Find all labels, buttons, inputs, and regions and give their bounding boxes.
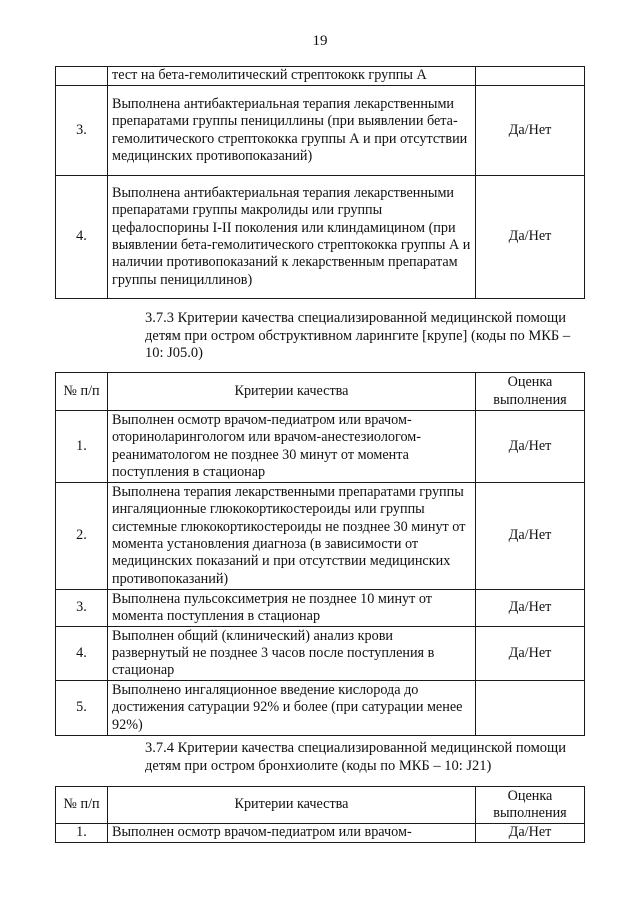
evaluation-value: Да/Нет bbox=[476, 176, 585, 299]
row-number: 4. bbox=[56, 627, 108, 681]
column-header-criterion: Критерии качества bbox=[108, 373, 476, 411]
row-number: 2. bbox=[56, 483, 108, 590]
section-heading-3-7-4: 3.7.4 Критерии качества специализированной медицинской помощи детям при остром бронхиолите (коды по МКБ – 10: J21) bbox=[145, 740, 566, 774]
criterion-text: Выполнена пульсоксиметрия не позднее 10 минут от момента поступления в стационар bbox=[108, 590, 476, 627]
criterion-text: тест на бета-гемолитический стрептококк группы А bbox=[108, 67, 476, 86]
table-row bbox=[56, 627, 585, 681]
table-row bbox=[56, 824, 585, 843]
criterion-text: Выполнен осмотр врачом-педиатром или врачом- bbox=[108, 824, 476, 843]
row-number bbox=[56, 67, 108, 86]
table-row bbox=[56, 483, 585, 590]
column-header-number: № п/п bbox=[56, 787, 108, 824]
table-row bbox=[56, 590, 585, 627]
criteria-table-3-7-4 bbox=[55, 786, 585, 843]
table-header-row bbox=[56, 787, 585, 824]
evaluation-value: Да/Нет bbox=[476, 824, 585, 843]
evaluation-value: Да/Нет bbox=[476, 411, 585, 483]
row-number: 4. bbox=[56, 176, 108, 299]
evaluation-value bbox=[476, 67, 585, 86]
section-heading-3-7-3: 3.7.3 Критерии качества специализированной медицинской помощи детям при остром обструктивном ларингите [крупе] (коды по МКБ – 10: J05.0) bbox=[145, 310, 571, 361]
table-row bbox=[56, 681, 585, 736]
criterion-text: Выполнен общий (клинический) анализ крови развернутый не позднее 3 часов после поступления в стационар bbox=[108, 627, 476, 681]
column-header-number: № п/п bbox=[56, 373, 108, 411]
criterion-text: Выполнена антибактериальная терапия лекарственными препаратами группы макролиды или группы цефалоспорины I-II поколения или клиндамицином (при выявлении бета-гемолитического стрептококка группы А и наличии противопоказаний к лекарственным препаратам группы пенициллинов) bbox=[108, 176, 476, 299]
evaluation-value: Да/Нет bbox=[476, 590, 585, 627]
column-header-evaluation: Оценка выполнения bbox=[476, 373, 585, 411]
table-header-row bbox=[56, 373, 585, 411]
criteria-table-continued bbox=[55, 66, 585, 299]
column-header-criterion: Критерии качества bbox=[108, 787, 476, 824]
evaluation-value: Да/Нет bbox=[476, 483, 585, 590]
table-row bbox=[56, 411, 585, 483]
evaluation-value bbox=[476, 681, 585, 736]
page-number: 19 bbox=[312, 33, 328, 49]
row-number: 3. bbox=[56, 86, 108, 176]
table-row bbox=[56, 67, 585, 86]
row-number: 1. bbox=[56, 411, 108, 483]
row-number: 1. bbox=[56, 824, 108, 843]
table-row bbox=[56, 176, 585, 299]
row-number: 3. bbox=[56, 590, 108, 627]
column-header-evaluation: Оценка выполнения bbox=[476, 787, 585, 824]
criteria-table-3-7-3 bbox=[55, 372, 585, 736]
evaluation-value: Да/Нет bbox=[476, 627, 585, 681]
row-number: 5. bbox=[56, 681, 108, 736]
table-row bbox=[56, 86, 585, 176]
criterion-text: Выполнено ингаляционное введение кислорода до достижения сатурации 92% и более (при сатурации менее 92%) bbox=[108, 681, 476, 736]
criterion-text: Выполнена терапия лекарственными препаратами группы ингаляционные глюкокортикостероиды или группы системные глюкокортикостероиды не позднее 30 минут от момента установления диагноза (в зависимости от медицинских показаний и при отсутствии медицинских противопоказаний) bbox=[108, 483, 476, 590]
criterion-text: Выполнена антибактериальная терапия лекарственными препаратами группы пенициллины (при выявлении бета-гемолитического стрептококка группы А и при отсутствии медицинских противопоказаний) bbox=[108, 86, 476, 176]
evaluation-value: Да/Нет bbox=[476, 86, 585, 176]
criterion-text: Выполнен осмотр врачом-педиатром или врачом-оториноларингологом или врачом-анестезиологом-реаниматологом не позднее 30 минут от момента поступления в стационар bbox=[108, 411, 476, 483]
